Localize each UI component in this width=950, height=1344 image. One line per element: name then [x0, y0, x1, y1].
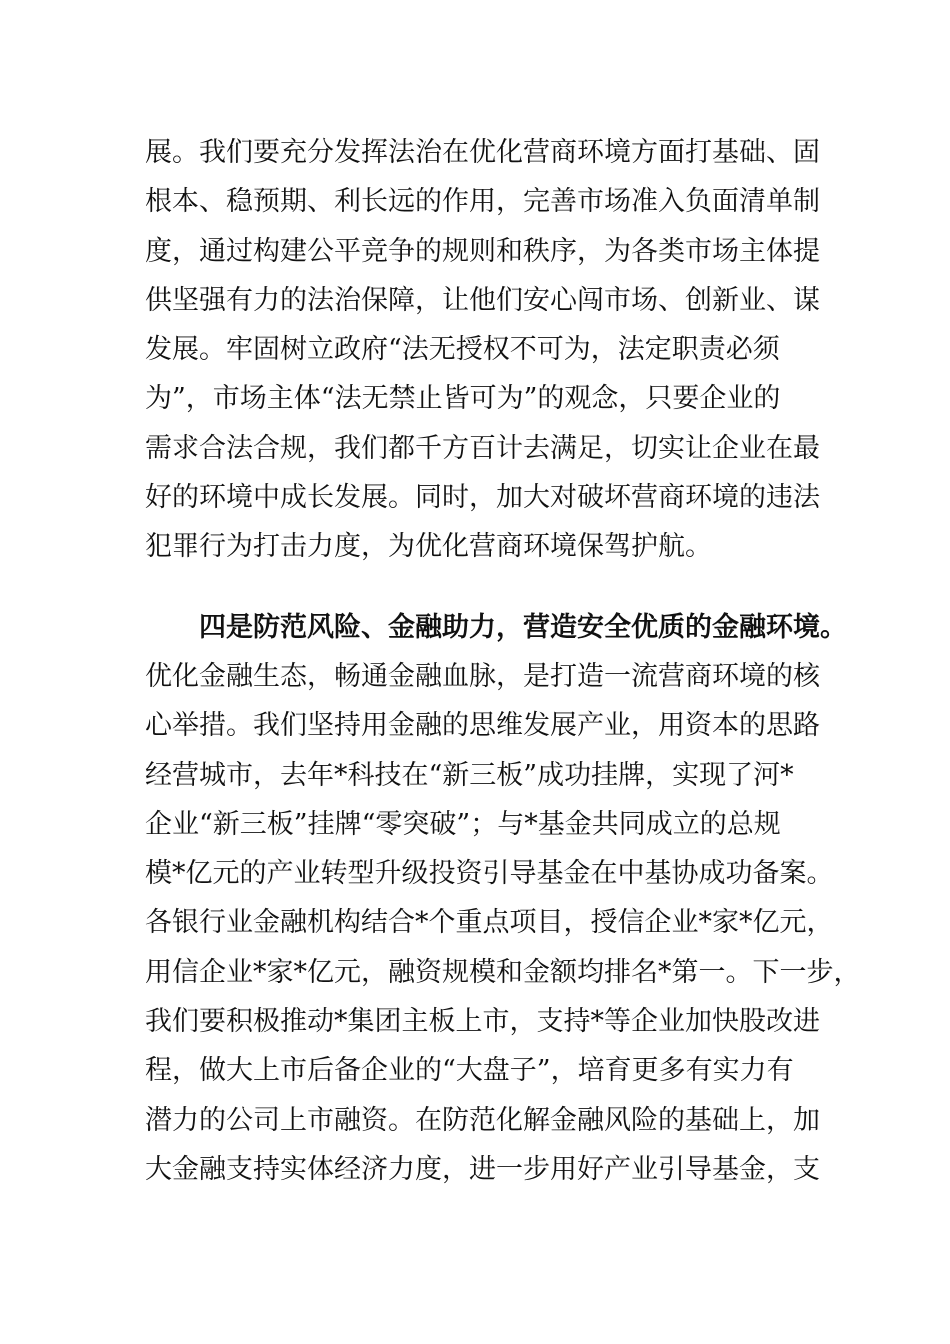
- text-line: 企业“新三板”挂牌“零突破”；与*基金共同成立的总规: [145, 808, 781, 840]
- paragraph-rule-of-law: [145, 128, 825, 572]
- text-line: 各银行业金融机构结合*个重点项目，授信企业*家*亿元，: [145, 907, 834, 939]
- text-line: 用信企业*家*亿元，融资规模和金额均排名*第一。下一步，: [145, 956, 861, 988]
- text-line: 我们要积极推动*集团主板上市，支持*等企业加快股改进: [145, 1006, 820, 1038]
- text-line: 心举措。我们坚持用金融的思维发展产业，用资本的思路: [145, 710, 820, 742]
- paragraph-spacer: [145, 572, 825, 603]
- text-line: 经营城市，去年*科技在“新三板”成功挂牌，实现了河*: [145, 759, 794, 791]
- text-line: 潜力的公司上市融资。在防范化解金融风险的基础上，加: [145, 1104, 820, 1136]
- text-line: 程，做大上市后备企业的“大盘子”，培育更多有实力有: [145, 1055, 794, 1087]
- text-line: 根本、稳预期、利长远的作用，完善市场准入负面清单制: [145, 186, 820, 218]
- paragraph-finance: [145, 603, 861, 1195]
- text-line: 大金融支持实体经济力度，进一步用好产业引导基金，支: [145, 1153, 820, 1185]
- text-line: 优化金融生态，畅通金融血脉，是打造一流营商环境的核: [145, 660, 820, 692]
- text-line: 供坚强有力的法治保障，让他们安心闯市场、创新业、谋: [145, 284, 820, 316]
- text-line: 需求合法合规，我们都千方百计去满足，切实让企业在最: [145, 432, 820, 464]
- section-heading: 四是防范风险、金融助力，营造安全优质的金融环境。: [199, 611, 847, 643]
- text-line: 好的环境中成长发展。同时，加大对破坏营商环境的违法: [145, 482, 820, 514]
- document-body: [145, 128, 861, 1194]
- text-line: 发展。牢固树立政府“法无授权不可为，法定职责必须: [145, 334, 780, 366]
- text-line: 展。我们要充分发挥法治在优化营商环境方面打基础、固: [145, 137, 820, 168]
- text-line: 犯罪行为打击力度，为优化营商环境保驾护航。: [145, 531, 712, 563]
- text-line: 模*亿元的产业转型升级投资引导基金在中基协成功备案。: [145, 858, 834, 890]
- text-line: 为”，市场主体“法无禁止皆可为”的观念，只要企业的: [145, 383, 781, 415]
- text-line: 度，通过构建公平竞争的规则和秩序，为各类市场主体提: [145, 235, 820, 267]
